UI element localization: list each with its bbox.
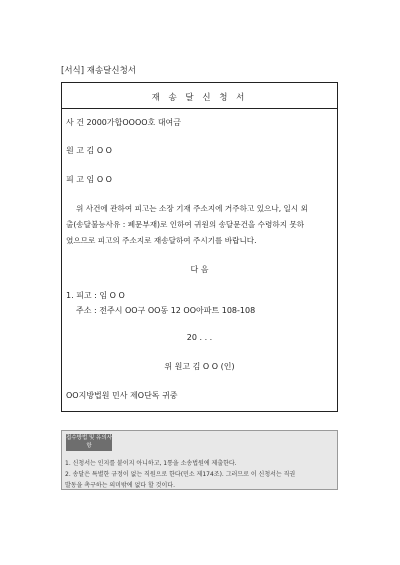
next-heading: 다 음 — [190, 265, 209, 274]
body-line: 출(송달불능사유 : 폐문부재)로 인하여 귀원의 송달문건을 수령하지 못하 — [66, 220, 305, 229]
form-type-label: [서식] 재송달신청서 — [61, 66, 137, 76]
plaintiff-line: 원 고 김 O O — [66, 146, 112, 155]
title-divider — [62, 108, 337, 109]
defendant-item: 1. 피고 : 임 O O — [66, 291, 125, 300]
document-title: 재 송 달 신 청 서 — [151, 93, 248, 103]
signature-line: 위 원고 김 O O (인) — [164, 362, 235, 371]
note-line: 1. 신청서는 인지를 붙이지 아니하고, 1통을 소송법원에 제출한다. — [65, 460, 237, 467]
case-line: 사 건 2000가합OOOO호 대여금 — [66, 118, 181, 127]
filing-notes — [61, 430, 338, 490]
defendant-line: 피 고 임 O O — [66, 175, 112, 184]
defendant-address: 주소 : 전주시 OO구 OO동 12 OO아파트 108-108 — [76, 306, 256, 315]
note-line: 발동을 촉구하는 의미밖에 없다 할 것이다. — [65, 482, 175, 489]
request-body — [66, 201, 333, 249]
filing-date: 20 . . . — [186, 333, 213, 342]
note-line: 2. 송달은 특별한 규정이 없는 직원으로 한다(민소 제174조). 그러므로 이 신청서는 직권 — [65, 471, 296, 478]
body-line: 였으므로 피고의 주소지로 재송달하여 주시기를 바랍니다. — [66, 236, 257, 245]
notes-tag: 접수방법 및 유의사항 — [66, 434, 112, 451]
body-line: 위 사건에 관하여 피고는 소장 기재 주소지에 거주하고 있으나, 일시 외 — [76, 204, 308, 213]
court-addressee: OO지방법원 민사 제O단독 귀중 — [66, 391, 178, 400]
application-form — [61, 82, 338, 412]
